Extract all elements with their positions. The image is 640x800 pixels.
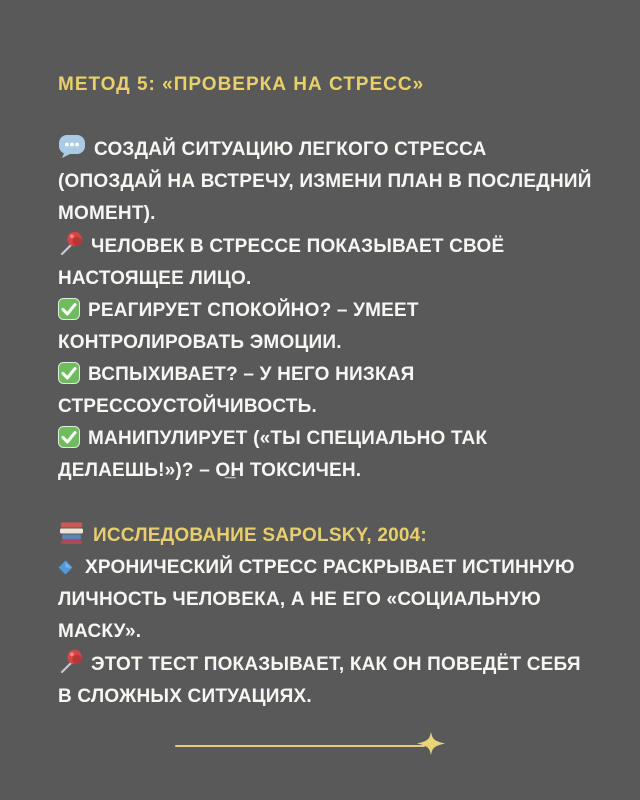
- paragraph-text: СОЗДАЙ СИТУАЦИЮ ЛЕГКОГО СТРЕССА (ОПОЗДАЙ НА ВСТРЕЧУ, ИЗМЕНИ ПЛАН В ПОСЛЕДНИЙ МОМЕНТ).: [58, 139, 592, 224]
- research-item-text: ХРОНИЧЕСКИЙ СТРЕСС РАСКРЫВАЕТ ИСТИННУЮ ЛИЧНОСТЬ ЧЕЛОВЕКА, А НЕ ЕГО «СОЦИАЛЬНУЮ МАСКУ».: [58, 557, 575, 642]
- research-item-text: ЭТОТ ТЕСТ ПОКАЗЫВАЕТ, КАК ОН ПОВЕДЁТ СЕБЯ В СЛОЖНЫХ СИТУАЦИЯХ.: [58, 654, 581, 707]
- paragraph-create-stress: [58, 134, 595, 230]
- speech-bubble-icon: [58, 134, 86, 159]
- check-icon: [58, 362, 80, 384]
- check-icon: [58, 298, 80, 320]
- research-item-chronic-stress: [58, 552, 595, 648]
- paragraph-manipulates: [58, 423, 595, 487]
- paragraph-text: ЧЕЛОВЕК В СТРЕССЕ ПОКАЗЫВАЕТ СВОЁ НАСТОЯЩЕЕ ЛИЦО.: [58, 236, 505, 289]
- paragraph-true-face: [58, 230, 595, 295]
- research-item-test-shows: [58, 648, 595, 713]
- books-icon: [58, 521, 85, 545]
- paragraph-text: ВСПЫХИВАЕТ? – У НЕГО НИЗКАЯ СТРЕССОУСТОЙЧИВОСТЬ.: [58, 364, 415, 417]
- divider-line: [175, 745, 425, 747]
- paragraph-reacts-calmly: [58, 295, 595, 359]
- paragraph-flares-up: [58, 359, 595, 423]
- page-title: МЕТОД 5: «ПРОВЕРКА НА СТРЕСС»: [58, 74, 425, 95]
- paragraph-text: МАНИПУЛИРУЕТ («ТЫ СПЕЦИАЛЬНО ТАК ДЕЛАЕШЬ!»)? – О̲Н ТОКСИЧЕН.: [58, 428, 488, 481]
- pushpin-icon: [58, 648, 83, 674]
- pushpin-icon: [58, 230, 83, 256]
- research-heading: [58, 520, 595, 552]
- research-section: [58, 520, 595, 713]
- footer-divider: [175, 730, 595, 762]
- diamond-icon: [58, 560, 73, 575]
- paragraph-text: РЕАГИРУЕТ СПОКОЙНО? – УМЕЕТ КОНТРОЛИРОВАТЬ ЭМОЦИИ.: [58, 300, 419, 353]
- sparkle-star-icon: [416, 730, 446, 762]
- research-heading-text: ИССЛЕДОВАНИЕ SAPOLSKY, 2004:: [93, 525, 427, 546]
- check-icon: [58, 426, 80, 448]
